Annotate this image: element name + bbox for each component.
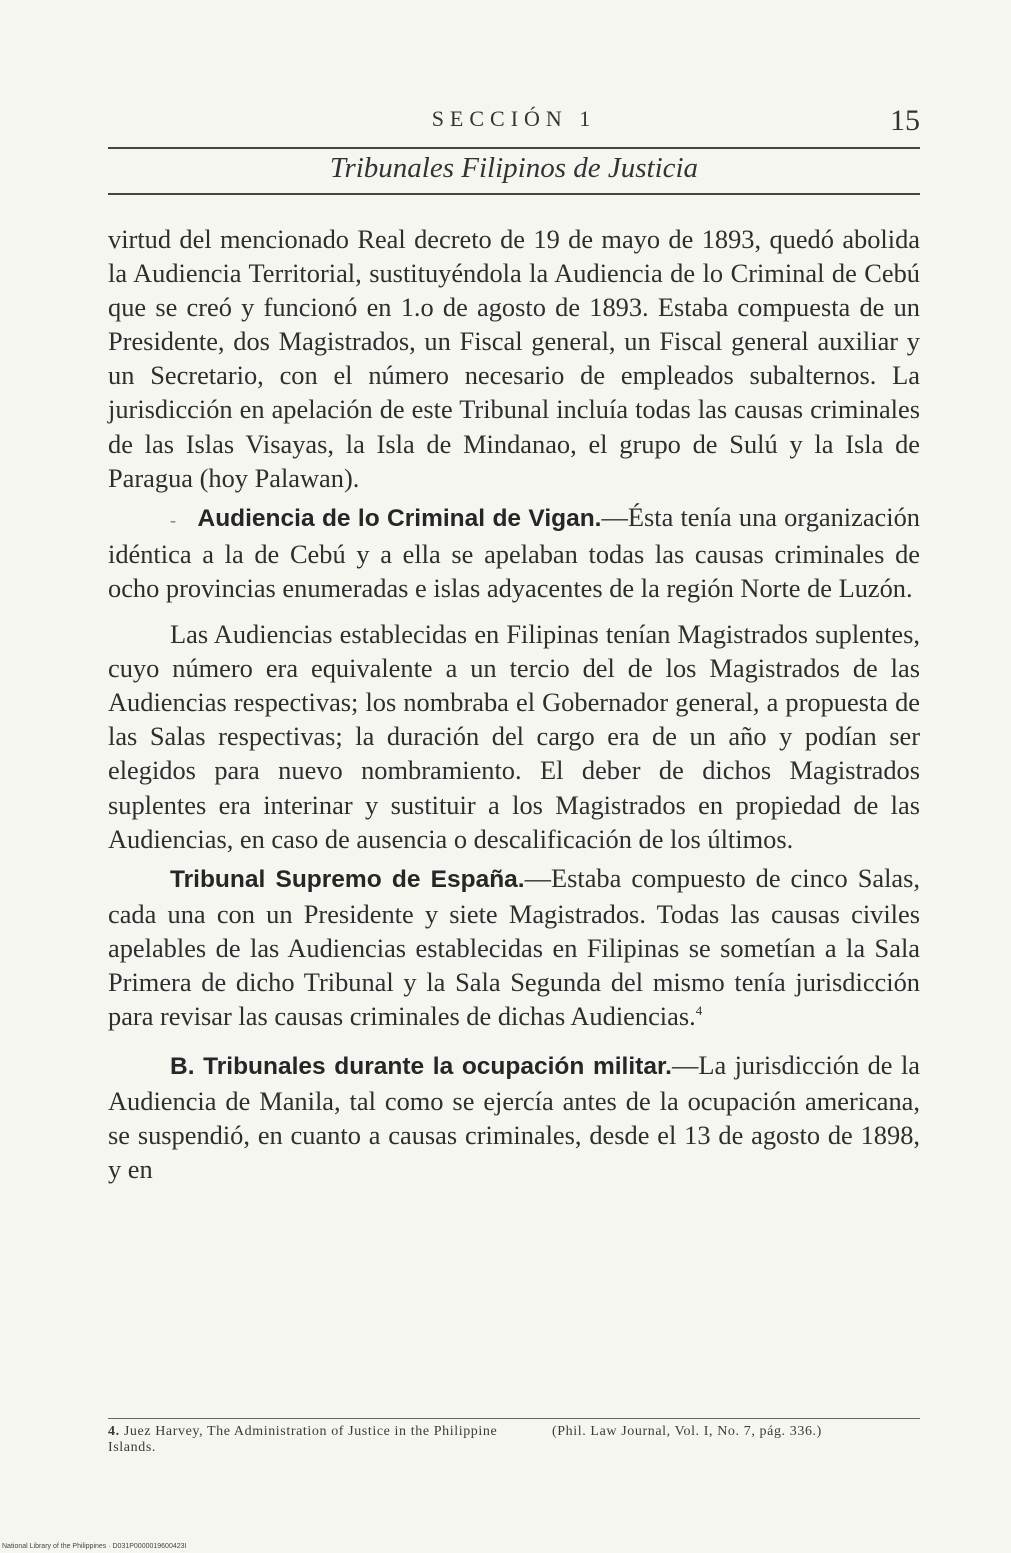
paragraph-cebu-continuation: virtud del mencionado Real decreto de 19 de mayo de 1893, quedó abolida la Audiencia Territorial, sustituyéndola la Audiencia de lo Criminal de Cebú que se creó y funcionó en 1.o de agosto de 1893. Estaba compuesta de un Presidente, dos Magistrados, un Fiscal general, un Fiscal general auxiliar y un Secretario, con el número necesario de empleados subalternos. La jurisdicción en apelación de este Tribunal incluía todas las causas criminales de las Islas Visayas, la Isla de Mindanao, el grupo de Sulú y la Isla de Paragua (hoy Palawan). bbox=[108, 224, 920, 493]
paragraph-ocupacion-militar-text: —La jurisdicción de la Audiencia de Manila, tal como se ejercía antes de la ocupación americana, se suspendió, en cuanto a causas criminales, desde el 13 de agosto de 1898, y en bbox=[108, 1050, 920, 1185]
running-head bbox=[108, 96, 920, 146]
paragraph-tribunal-supremo-text: —Estaba compuesto de cinco Salas, cada una con un Presidente y siete Magistrados. Todas las causas civiles apelables de las Audiencias establecidas en Filipinas se sometían a la Sala Primera de dicho Tribunal y la Sala Segunda del mismo tenía jurisdicción para revisar las causas criminales de dichas Audiencias. bbox=[108, 862, 920, 1032]
page-number: 15 bbox=[890, 104, 920, 137]
header-rule-bottom bbox=[108, 193, 920, 195]
stray-mark: - bbox=[170, 509, 176, 530]
footnote-number: 4. bbox=[108, 1424, 120, 1439]
chapter-subtitle: Tribunales Filipinos de Justicia bbox=[329, 152, 699, 184]
footnote-source: (Phil. Law Journal, Vol. I, No. 7, pág. 336.) bbox=[552, 1424, 822, 1439]
footnote-citation-text: Juez Harvey, The Administration of Justice in the Philippine Islands. bbox=[108, 1424, 498, 1455]
paragraph-vigan-text: —Ésta tenía una organización idéntica a la de Cebú y a ella se apelaban todas las causas criminales de ocho provincias enumeradas e islas adyacentes de la región Norte de Luzón. bbox=[108, 501, 920, 603]
footnote-reference: 4 bbox=[695, 1003, 703, 1019]
body-text bbox=[108, 222, 920, 1187]
section-label: SECCIÓN 1 bbox=[431, 106, 597, 131]
paragraph-tribunal-supremo bbox=[108, 861, 920, 1033]
header-rule-top bbox=[108, 147, 920, 149]
heading-audiencia-vigan: Audiencia de lo Criminal de Vigan. bbox=[197, 504, 602, 532]
heading-tribunal-supremo: Tribunal Supremo de España. bbox=[170, 865, 525, 893]
paragraph-vigan bbox=[108, 500, 920, 605]
paragraph-ocupacion-militar bbox=[108, 1048, 920, 1186]
heading-ocupacion-militar: B. Tribunales durante la ocupación militar. bbox=[170, 1053, 672, 1081]
paragraph-magistrados-suplentes: Las Audiencias establecidas en Filipinas tenían Magistrados suplentes, cuyo número era equivalente a un tercio del de los Magistrados de las Audiencias respectivas; los nombraba el Gobernador general, a propuesta de las Salas respectivas; la duración del cargo era de un año y podían ser elegidos para nuevo nombramiento. El deber de dichos Magistrados suplentes era interinar y sustituir a los Magistrados en propiedad de las Audiencias, en caso de ausencia o descalificación de los últimos. bbox=[108, 619, 920, 854]
footnote-rule bbox=[108, 1418, 920, 1419]
scan-credit: National Library of the Philippines · D031P0000019600423I bbox=[2, 1543, 187, 1550]
footnote-citation bbox=[108, 1424, 528, 1456]
